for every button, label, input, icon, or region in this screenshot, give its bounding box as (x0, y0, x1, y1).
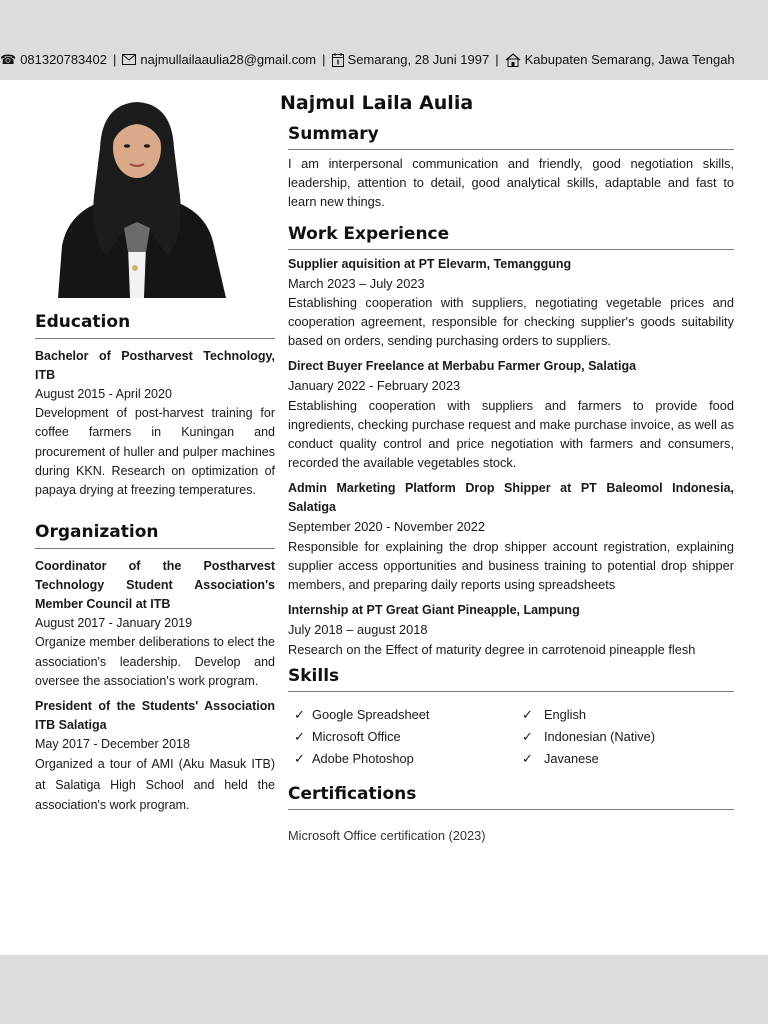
summary-text: I am interpersonal communication and friendly, good negotiation skills, leadership, attention to detail, good analytical skills, adaptable and fast to learn new things. (288, 156, 734, 210)
skill-item: ✓ Indonesian (Native) (522, 726, 655, 748)
job-title: Direct Buyer Freelance at Merbabu Farmer Group, Salatiga (288, 359, 637, 374)
contact-email (122, 52, 316, 67)
envelope-icon (122, 54, 136, 65)
organization-heading: Organization (35, 522, 275, 549)
skill-item: ✓ Adobe Photoshop (294, 748, 522, 770)
job-entry (288, 601, 734, 659)
contact-address (505, 52, 735, 67)
job-description: Responsible for explaining the drop shipper account registration, explaining supplier access opportunities and business training to potential drop shipper members, and preparing daily reports using spreadsheets (288, 538, 734, 593)
job-period: July 2018 – august 2018 (288, 622, 428, 638)
left-column (35, 312, 275, 816)
job-description: Establishing cooperation with suppliers, negotiating vegetable prices and cooperation agreement, responsible for checking supplier's goods suitability based on orders, sending purchasing orders to suppliers. (288, 294, 734, 349)
education-description: Development of post-harvest training for coffee farmers in Kuningan and procurement of huller and pulper machines during KKN. Research on optimization of papaya drying at freezing temperatures. (35, 406, 275, 498)
contact-phone (0, 52, 107, 67)
job-period: January 2022 - February 2023 (288, 378, 461, 394)
education-period: August 2015 - April 2020 (35, 387, 172, 401)
birth-text: Semarang, 28 Juni 1997 (347, 52, 490, 67)
job-title: Supplier aquisition at PT Elevarm, Temanggung (288, 256, 572, 271)
certifications-heading: Certifications (288, 784, 734, 810)
check-icon: ✓ (294, 706, 305, 722)
separator: | (495, 52, 499, 67)
calendar-icon (332, 53, 344, 67)
house-icon (505, 53, 521, 67)
organization-description: Organize member deliberations to elect the association's leadership. Develop and oversee the association's work program. (35, 635, 275, 688)
education-heading: Education (35, 312, 275, 339)
education-entry (35, 347, 275, 500)
organization-entry (35, 557, 275, 691)
job-description: Establishing cooperation with suppliers and farmers to provide food ingredients, checking purchase request and make purchase invoice, as well as conduct quality control and price negotiation with farmers and consumers, recorded the available vegetables stock. (288, 397, 734, 471)
check-icon: ✓ (294, 728, 305, 744)
job-title: Internship at PT Great Giant Pineapple, Lampung (288, 603, 580, 618)
organization-period: August 2017 - January 2019 (35, 616, 193, 631)
job-entry (288, 357, 734, 472)
job-entry (288, 255, 734, 351)
address-text: Kabupaten Semarang, Jawa Tengah (524, 52, 735, 67)
organization-title: President of the Students' Association ITB Salatiga (35, 699, 275, 733)
job-title: Admin Marketing Platform Drop Shipper at PT Baleomol Indonesia, Salatiga (288, 481, 734, 515)
job-period: March 2023 – July 2023 (288, 275, 425, 291)
email-text: najmullailaaulia28@gmail.com (140, 52, 317, 67)
separator: | (322, 52, 326, 67)
check-icon: ✓ (294, 750, 305, 766)
organization-entry (35, 697, 275, 816)
skills-column-tools (294, 704, 522, 770)
check-icon: ✓ (522, 728, 533, 744)
profile-photo (48, 96, 226, 298)
skill-item: ✓ Microsoft Office (294, 726, 522, 748)
organization-period: May 2017 - December 2018 (35, 737, 190, 752)
skills-column-languages (522, 704, 655, 770)
candidate-name: Najmul Laila Aulia (280, 92, 474, 114)
work-experience-heading: Work Experience (288, 224, 734, 250)
right-column (280, 92, 734, 845)
organization-title: Coordinator of the Postharvest Technology Student Association's Member Council at ITB (35, 559, 275, 612)
contact-bar (0, 52, 768, 67)
certification-item: Microsoft Office certification (2023) (288, 827, 486, 843)
skills-heading: Skills (288, 666, 734, 692)
phone-icon: ☎ (0, 52, 17, 67)
footer-band (0, 955, 768, 1024)
header-band (0, 0, 768, 80)
phone-text: 081320783402 (20, 52, 107, 67)
contact-birth (332, 52, 490, 67)
check-icon: ✓ (522, 750, 533, 766)
job-description: Research on the Effect of maturity degree in carrotenoid pineapple flesh (288, 642, 696, 658)
skill-item: ✓ English (522, 704, 655, 726)
skills-list (294, 704, 734, 770)
summary-heading: Summary (288, 124, 734, 150)
separator: | (112, 52, 117, 67)
check-icon: ✓ (522, 706, 533, 722)
skill-item: ✓ Google Spreadsheet (294, 704, 522, 726)
skill-item: ✓ Javanese (522, 748, 655, 770)
job-entry (288, 479, 734, 594)
organization-description: Organized a tour of AMI (Aku Masuk ITB) at Salatiga High School and held the association's work program. (35, 757, 275, 813)
job-period: September 2020 - November 2022 (288, 519, 486, 535)
education-degree: Bachelor of Postharvest Technology, ITB (35, 349, 275, 382)
